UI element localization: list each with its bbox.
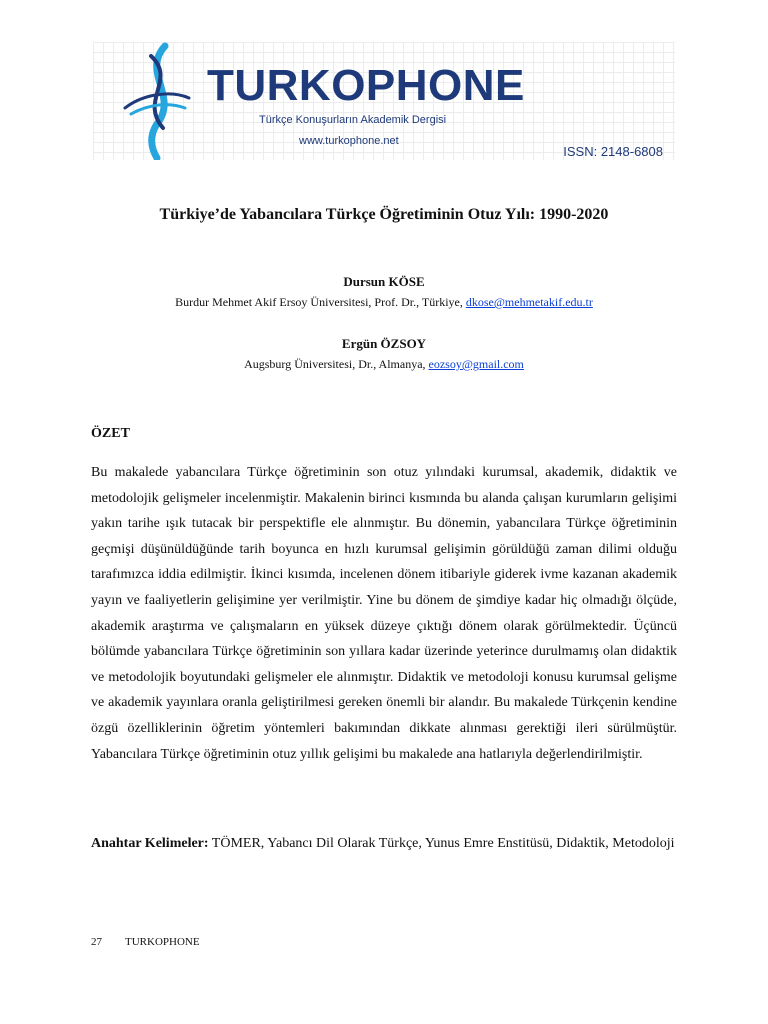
page-footer	[91, 936, 200, 948]
author-affiliation-text-2: Augsburg Üniversitesi, Dr., Almanya,	[244, 357, 429, 371]
journal-url[interactable]: www.turkophone.net	[299, 135, 399, 147]
keywords-list: TÖMER, Yabancı Dil Olarak Türkçe, Yunus Emre Enstitüsü, Didaktik, Metodoloji	[208, 836, 675, 851]
author-name-1: Dursun KÖSE	[343, 274, 425, 289]
abstract-text: Bu makalede yabancılara Türkçe öğretiminin son otuz yılındaki kurumsal, akademik, didaktik ve metodolojik gelişmeler incelenmiştir. Makalenin birinci kısmında bu alanda çalışan kurumların gelişimi yakın tarihe ışık tutacak bir perspektifle ele alınmıştır. Bu dönemin, yabancılara Türkçe öğretiminin geçmişi düşünüldüğünde tarih boyunca en hızlı kurumsal gelişimin görüldüğü zaman dilimi olduğu tarafımızca iddia edilmiştir. İkinci kısımda, incelenen dönem itibariyle giderek ivme kazanan akademik yayın ve faaliyetlerin gelişimine yer verilmiştir. Yine bu dönem de şimdiye kadar hiç olmadığı ölçüde, akademik araştırma ve çalışmaların en yüksek düzeye çıktığı dönem olarak görülmektedir. Üçüncü bölümde yabancılara Türkçe öğretiminin son yıllara kadar üzerinde yeterince durulmamış olan didaktik ve metodolojik boyutundaki gelişmeler ele alınmıştır. Didaktik ve metodoloji konusu kurumsal gelişme ve akademik yayınlara oranla geliştirilmesi gereken önemli bir alandır. Bu makalede Türkçenin kendine özgü özelliklerinin öğretim yöntemleri bakımından dikkate alınması gerektiği ileri sürülmüştür. Yabancılara Türkçe öğretiminin otuz yıllık gelişimi bu makalede ana hatlarıyla değerlendirilmiştir.	[91, 465, 677, 762]
article-title: Türkiye’de Yabancılara Türkçe Öğretiminin Otuz Yılı: 1990-2020	[159, 206, 609, 223]
journal-wordmark: TURKOPHONE	[207, 61, 525, 110]
author-affiliation-text-1: Burdur Mehmet Akif Ersoy Üniversitesi, Prof. Dr., Türkiye,	[175, 295, 466, 309]
author-affiliation-1	[0, 295, 768, 310]
author-affiliation-2	[0, 357, 768, 372]
footer-journal-name: TURKOPHONE	[125, 936, 200, 948]
turkophone-swirl-logo-icon	[121, 42, 191, 160]
keywords	[91, 831, 677, 857]
page-number: 27	[91, 936, 102, 948]
abstract-heading: ÖZET	[91, 426, 130, 441]
keywords-label: Anahtar Kelimeler:	[91, 836, 209, 851]
journal-subtitle: Türkçe Konuşurların Akademik Dergisi	[259, 114, 447, 126]
author-email-link-1[interactable]: dkose@mehmetakif.edu.tr	[465, 295, 593, 309]
journal-issn: ISSN: 2148-6808	[563, 144, 663, 159]
journal-banner	[93, 42, 675, 160]
author-name-2: Ergün ÖZSOY	[341, 336, 427, 351]
author-email-link-2[interactable]: eozsoy@gmail.com	[428, 357, 524, 371]
